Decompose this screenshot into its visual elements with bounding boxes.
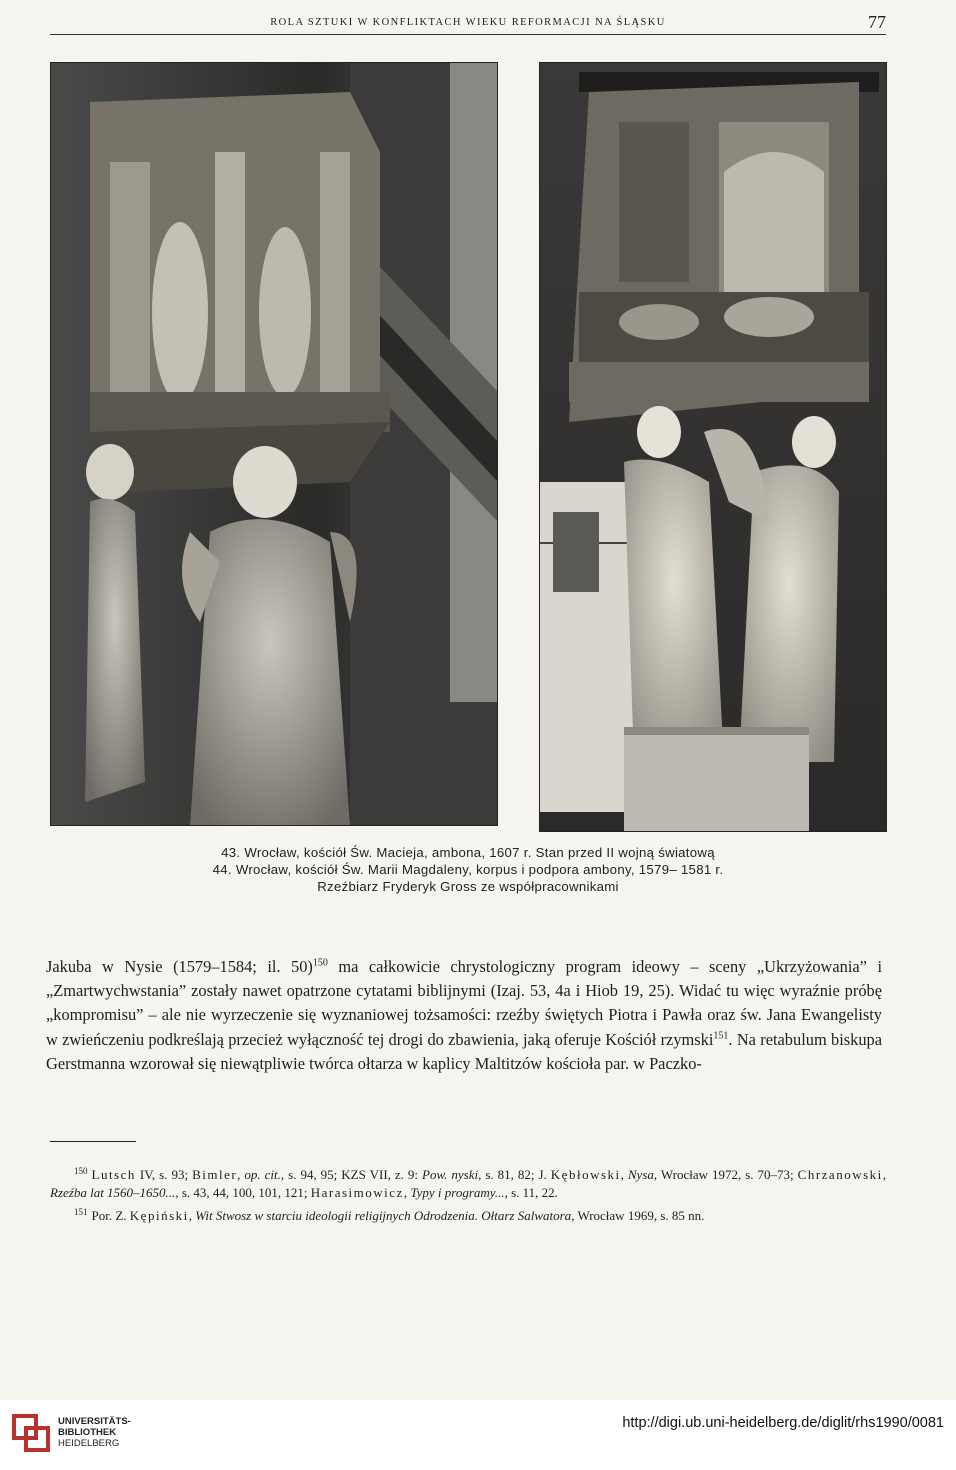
footnote-title: Wit Stwosz w starciu ideologii religijnych Odrodzenia. Ołtarz Salwatora [195, 1208, 572, 1223]
footnote-text: , Wrocław 1972, s. 70–73; [653, 1167, 798, 1182]
running-head [50, 12, 886, 35]
library-logo-icon [10, 1412, 54, 1456]
footnote-text: , [188, 1208, 196, 1223]
footnote-text: , [403, 1184, 411, 1200]
footnote-title: Pow. nyski [422, 1167, 479, 1182]
body-text-part: ma całkowicie chrystologiczny program ideowy – sceny „Ukrzyżowania” i „Zmartwychwstania” zostały nawet opatrzone cytatami biblijnymi (Izaj. 53, 4a i Hiob 19, 25). Widać tu więc wyraźnie próbę „kompromisu” – ale nie wyrzeczenie się wyznaniowej tożsamości: rzeźby świętych Piotra i Pawła oraz św. Jana Ewangelisty w zwieńczeniu podkreślają przecież wyłączność tej drogi do zbawienia, jaką oferuje Kościół rzymski [46, 957, 883, 1049]
footnote-text: Por. Z. [91, 1208, 130, 1223]
pulpit-photo-drawing [50, 62, 498, 826]
footnote-text: IV, s. 93; [135, 1167, 193, 1182]
author-name: Kępiński [129, 1208, 189, 1223]
author-name: Kębłowski [550, 1167, 621, 1182]
footnote-text: , s. 43, 44, 100, 101, 121; [175, 1184, 311, 1200]
footnote-title: Nysa [627, 1167, 654, 1182]
author-name: Lutsch [91, 1167, 136, 1182]
photo-pulpit-st-mary-magdalene [539, 62, 887, 832]
library-name-line: BIBLIOTHEK [58, 1427, 117, 1438]
footnote-title: Typy i programy... [410, 1184, 505, 1200]
caption-fig-44: 44. Wrocław, kościół Św. Marii Magdaleny, korpus i podpora ambony, 1579– 1581 r. [212, 862, 724, 877]
footnote-number: 151 [74, 1206, 88, 1217]
footnote-ref-151: 151 [713, 1030, 729, 1042]
library-name-line: UNIVERSITÄTS- [58, 1416, 131, 1427]
footnote-text: , [237, 1167, 245, 1182]
footnote-text: , Wrocław 1969, s. 85 nn. [571, 1208, 705, 1223]
library-name[interactable] [58, 1416, 131, 1449]
footnote-title: Rzeźba lat 1560–1650... [50, 1184, 176, 1200]
footnote-text: , [882, 1167, 887, 1182]
running-title: ROLA SZTUKI W KONFLIKTACH WIEKU REFORMACJI NA ŚLĄSKU [270, 17, 666, 28]
body-text-part: . Na retabulum biskupa Gerstmanna wzorował się niewątpliwie twórca ołtarza w kaplicy Maltitzów kościoła par. w Paczko- [46, 1029, 882, 1073]
library-name-line: HEIDELBERG [58, 1438, 120, 1449]
footnote-151 [50, 1207, 886, 1225]
author-name: Chrzanowski [797, 1167, 883, 1182]
footnote-text: , s. 94, 95; KZS VII, z. 9: [280, 1167, 422, 1182]
footnotes [50, 1166, 886, 1231]
footnote-title: op. cit. [244, 1167, 281, 1182]
author-name: Harasimowicz [310, 1184, 404, 1200]
body-paragraph [46, 955, 882, 1076]
footnote-ref-150: 150 [312, 957, 328, 969]
viewer-footer [0, 1400, 956, 1470]
body-text-part: Jakuba w Nysie (1579–1584; il. 50) [46, 957, 313, 976]
photo-pulpit-st-matthias [50, 62, 498, 826]
source-url-link[interactable]: http://digi.ub.uni-heidelberg.de/diglit/rhs1990/0081 [622, 1415, 944, 1431]
footnote-150 [50, 1166, 886, 1201]
figure-captions [50, 844, 886, 895]
page-number: 77 [868, 12, 886, 32]
caption-fig-43: 43. Wrocław, kościół Św. Macieja, ambona, 1607 r. Stan przed II wojną światową [221, 845, 715, 860]
pulpit-support-photo-drawing [539, 62, 887, 832]
footnote-text: , s. 11, 22. [504, 1184, 558, 1200]
footnote-text: , s. 81, 82; J. [478, 1167, 551, 1182]
footnote-number: 150 [74, 1165, 88, 1176]
caption-fig-44-credit: Rzeźbiarz Fryderyk Gross ze współpracownikami [317, 879, 619, 894]
footnote-divider [50, 1141, 136, 1142]
footnote-text: , [620, 1167, 628, 1182]
author-name: Bimler [192, 1167, 238, 1182]
